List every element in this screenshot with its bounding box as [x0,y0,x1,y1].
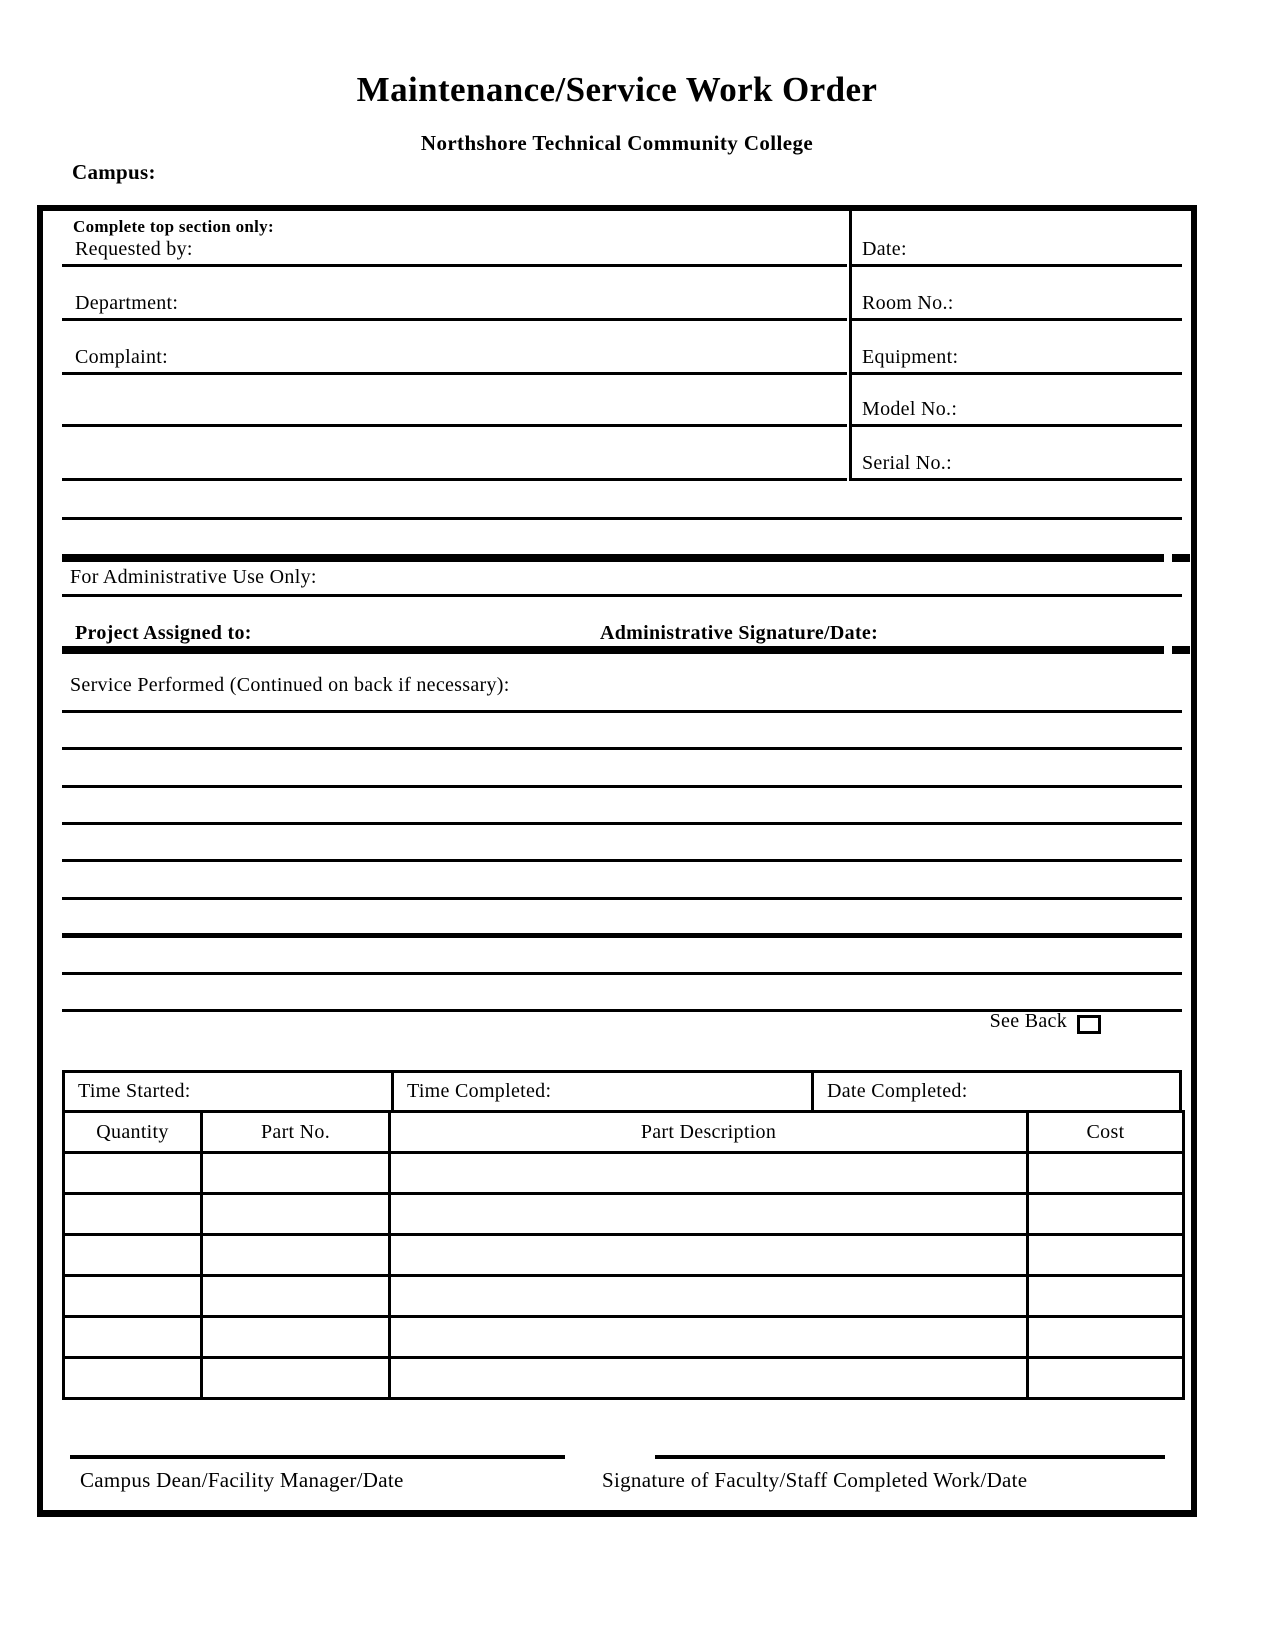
parts-cell[interactable] [64,1317,202,1358]
parts-cell[interactable] [202,1358,390,1399]
service-line[interactable] [62,747,1182,750]
time-row [62,1070,1182,1110]
top-section-bottom-line[interactable] [62,517,1182,520]
time-started-cell[interactable]: Time Started: [65,1073,394,1110]
part-no-header: Part No. [202,1112,390,1153]
parts-cell[interactable] [390,1317,1028,1358]
parts-cell[interactable] [64,1194,202,1235]
service-line[interactable] [62,972,1182,975]
project-divider-bar [62,646,1164,654]
see-back-checkbox[interactable] [1077,1015,1101,1034]
parts-cell[interactable] [390,1235,1028,1276]
room-no-label: Room No.: [862,292,954,314]
dean-signature-label: Campus Dean/Facility Manager/Date [80,1468,404,1492]
parts-cell[interactable] [64,1153,202,1194]
table-row [64,1153,1184,1194]
table-row [64,1235,1184,1276]
faculty-signature-label: Signature of Faculty/Staff Completed Work/Date [602,1468,1028,1492]
admin-section-heading: For Administrative Use Only: [70,566,317,588]
parts-cell[interactable] [1028,1276,1184,1317]
service-line[interactable] [62,859,1182,862]
parts-cell[interactable] [64,1235,202,1276]
room-no-line[interactable] [852,318,1182,321]
parts-cell[interactable] [1028,1194,1184,1235]
parts-cell[interactable] [202,1235,390,1276]
project-divider-bar-stub [1172,646,1190,654]
parts-cell[interactable] [202,1317,390,1358]
department-line[interactable] [62,318,847,321]
service-line-thick[interactable] [62,933,1182,938]
admin-section-divider-bar [62,554,1164,562]
see-back-label: See Back [989,1010,1067,1032]
faculty-signature-line[interactable] [655,1455,1165,1459]
complaint-label: Complaint: [75,346,168,368]
part-description-header: Part Description [390,1112,1028,1153]
table-row [64,1194,1184,1235]
department-label: Department: [75,292,179,314]
parts-cell[interactable] [1028,1153,1184,1194]
parts-cell[interactable] [64,1276,202,1317]
parts-cell[interactable] [202,1194,390,1235]
parts-cell[interactable] [1028,1358,1184,1399]
parts-cell[interactable] [390,1153,1028,1194]
campus-label: Campus: [72,160,156,184]
dean-signature-line[interactable] [70,1455,565,1459]
parts-cell[interactable] [1028,1235,1184,1276]
top-section-note: Complete top section only: [73,217,274,236]
parts-table-body [64,1153,1184,1399]
complaint-line[interactable] [62,372,847,375]
time-completed-cell[interactable]: Time Completed: [394,1073,814,1110]
model-no-line[interactable] [852,424,1182,427]
service-line[interactable] [62,822,1182,825]
parts-cell[interactable] [390,1276,1028,1317]
equipment-label: Equipment: [862,346,959,368]
parts-cell[interactable] [202,1153,390,1194]
service-line[interactable] [62,785,1182,788]
complaint-continuation-line[interactable] [62,424,847,427]
cost-header: Cost [1028,1112,1184,1153]
table-row [64,1317,1184,1358]
complaint-continuation-line[interactable] [62,478,847,481]
date-label: Date: [862,238,907,260]
parts-cell[interactable] [202,1276,390,1317]
requested-by-line[interactable] [62,264,847,267]
admin-signature-label: Administrative Signature/Date: [600,622,879,644]
table-row [64,1276,1184,1317]
table-row [64,1358,1184,1399]
column-divider [849,211,852,481]
page-title: Maintenance/Service Work Order [356,70,878,109]
date-completed-cell[interactable]: Date Completed: [827,1080,968,1102]
serial-no-label: Serial No.: [862,452,952,474]
parts-cell[interactable] [390,1194,1028,1235]
admin-use-line[interactable] [62,594,1182,597]
project-assigned-label: Project Assigned to: [75,622,252,644]
parts-table [62,1110,1185,1400]
serial-no-line[interactable] [852,478,1182,481]
parts-cell[interactable] [1028,1317,1184,1358]
service-line[interactable] [62,710,1182,713]
page-subtitle: Northshore Technical Community College [420,131,814,155]
service-performed-label: Service Performed (Continued on back if necessary): [70,674,510,696]
model-no-label: Model No.: [862,398,958,420]
date-line[interactable] [852,264,1182,267]
service-line[interactable] [62,897,1182,900]
admin-section-divider-bar-stub [1172,554,1190,562]
parts-header-row [64,1112,1184,1153]
requested-by-label: Requested by: [75,238,193,260]
parts-cell[interactable] [64,1358,202,1399]
parts-cell[interactable] [390,1358,1028,1399]
quantity-header: Quantity [64,1112,202,1153]
equipment-line[interactable] [852,372,1182,375]
